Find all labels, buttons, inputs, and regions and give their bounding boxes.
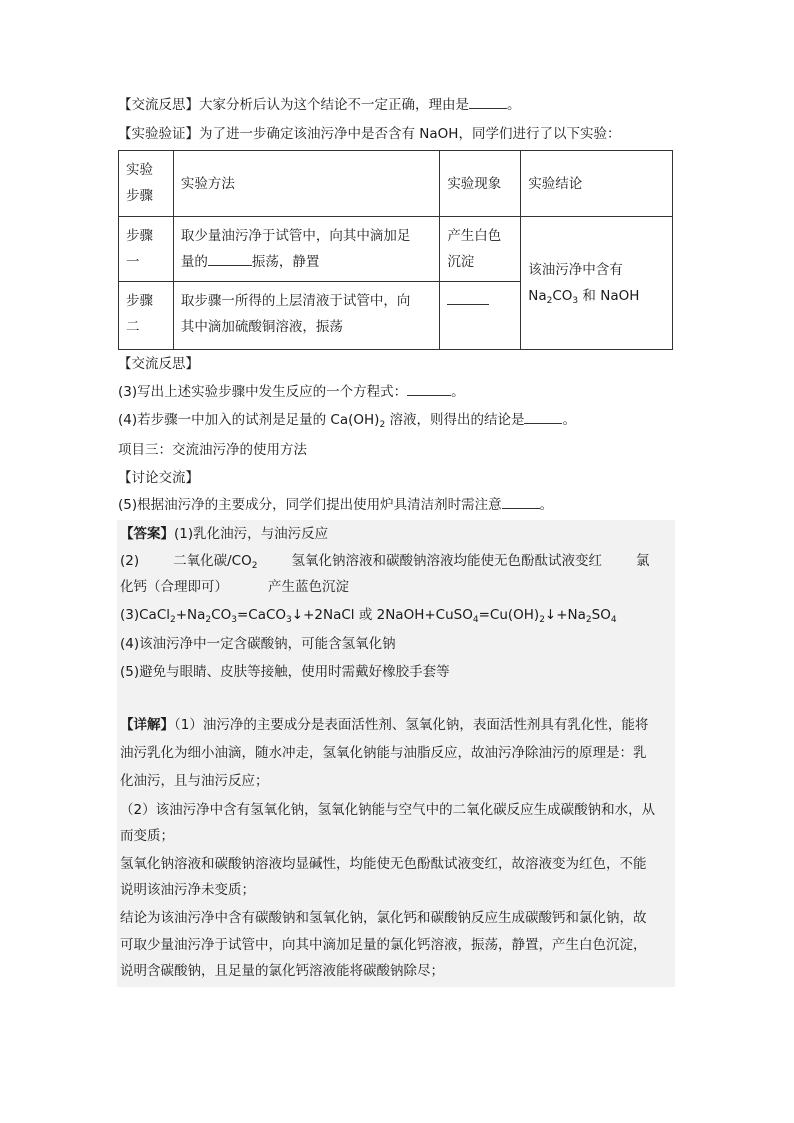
reflect-line-1: 【交流反思】大家分析后认为这个结论不一定正确，理由是 。 [118,97,521,113]
reflect-tag: 【交流反思】 [118,97,199,113]
verify-tag: 【实验验证】 [118,126,199,142]
project-3-title: 项目三：交流油污净的使用方法 [118,442,307,458]
answer-blank[interactable] [524,411,562,424]
detail-line: 氢氧化钠溶液和碳酸钠溶液均显碱性，均能使无色酚酞试液变红，故溶液变为红色，不能 [120,856,647,872]
header-conclusion: 实验结论 [521,151,673,217]
answer-2: (2) 二氧化碳$/CO_2$ 氢氧化钠溶液和碳酸钠溶液均能使无色酚酞试液变红 氯 [120,553,650,571]
detail-line: 而变质； [120,828,174,844]
detail-line: 说明含碳酸钠，且足量的氯化钙溶液能将碳酸钠除尽； [120,963,444,979]
reflect-line-2: 【交流反思】 [118,356,199,372]
answer-tag: 【答案】 [120,526,174,542]
question-3: (3)写出上述实验步骤中发生反应的一个方程式： 。 [118,384,465,400]
answer-blank[interactable] [469,96,507,109]
header-method: 实验方法 [173,151,439,217]
answer-blank[interactable] [208,253,252,266]
row1-method: 取少量油污净于试管中，向其中滴加足 量的 振荡，静置 [173,217,439,282]
detail-1: 【详解】（1）油污净的主要成分是表面活性剂、氢氧化钠，表面活性剂具有乳化性，能将 [120,717,649,733]
conclusion-cell: 该油污净中含有 $Na_2CO_3$ 和 NaOH [521,217,673,350]
answer-blank[interactable] [502,496,540,509]
answer-2-cont: 化钙（合理即可） 产生蓝色沉淀 [120,579,349,595]
row2-method: 取步骤一所得的上层清液于试管中，向 其中滴加硫酸铜溶液，振荡 [173,282,439,350]
verify-text: 为了进一步确定该油污净中是否含有 NaOH，同学们进行了以下实验： [199,126,621,142]
answer-5: (5)避免与眼睛、皮肤等接触，使用时需戴好橡胶手套等 [120,664,450,680]
answer-4: (4)该油污净中一定含碳酸钠，可能含氢氧化钠 [120,636,396,652]
row1-step: 步骤 一 [119,217,174,282]
reflect-text: 大家分析后认为这个结论不一定正确，理由是 [199,97,469,113]
detail-line: 油污乳化为细小油滴，随水冲走，氢氧化钠能与油脂反应，故油污净除油污的原理是：乳 [120,745,647,761]
verify-line [118,124,620,144]
row2-step: 步骤 二 [119,282,174,350]
detail-line: 结论为该油污净中含有碳酸钠和氢氧化钠，氯化钙和碳酸钠反应生成碳酸钙和氯化钠，故 [120,910,647,926]
table-header-row [119,151,673,217]
row1-phenomenon: 产生白色 沉淀 [440,217,521,282]
detail-tag: 【详解】 [120,717,174,733]
row2-phenomenon [440,282,521,350]
detail-line: 说明该油污净未变质； [120,882,255,898]
answer-block [117,520,675,987]
discuss-tag: 【讨论交流】 [118,470,199,486]
answer-1: 【答案】(1)乳化油污，与油污反应 [120,526,329,542]
detail-line: （2）该油污净中含有氢氧化钠，氢氧化钠能与空气中的二氧化碳反应生成碳酸钠和水，从 [120,802,656,818]
question-5: (5)根据油污净的主要成分，同学们提出使用炉具清洁剂时需注意 。 [118,497,554,513]
detail-line: 可取少量油污净于试管中，向其中滴加足量的氯化钙溶液，振荡，静置，产生白色沉淀， [120,937,647,953]
answer-3: $(3)CaCl_2+Na_2CO_3=CaCO_3↓+2NaCl$ 或 $2NaOH+CuSO_4=Cu(OH)_2↓+Na_2SO_4$ [120,607,617,625]
table-row [119,217,673,282]
header-phenomenon: 实验现象 [440,151,521,217]
answer-blank[interactable] [407,383,451,396]
detail-line: 化油污，且与油污反应； [120,773,269,789]
experiment-table [118,150,673,350]
header-step: 实验 步骤 [119,151,174,217]
answer-blank[interactable] [447,304,489,305]
question-4: (4)若步骤一中加入的试剂是足量的 $Ca(OH)_2$ 溶液，则得出的结论是 。 [118,412,576,430]
